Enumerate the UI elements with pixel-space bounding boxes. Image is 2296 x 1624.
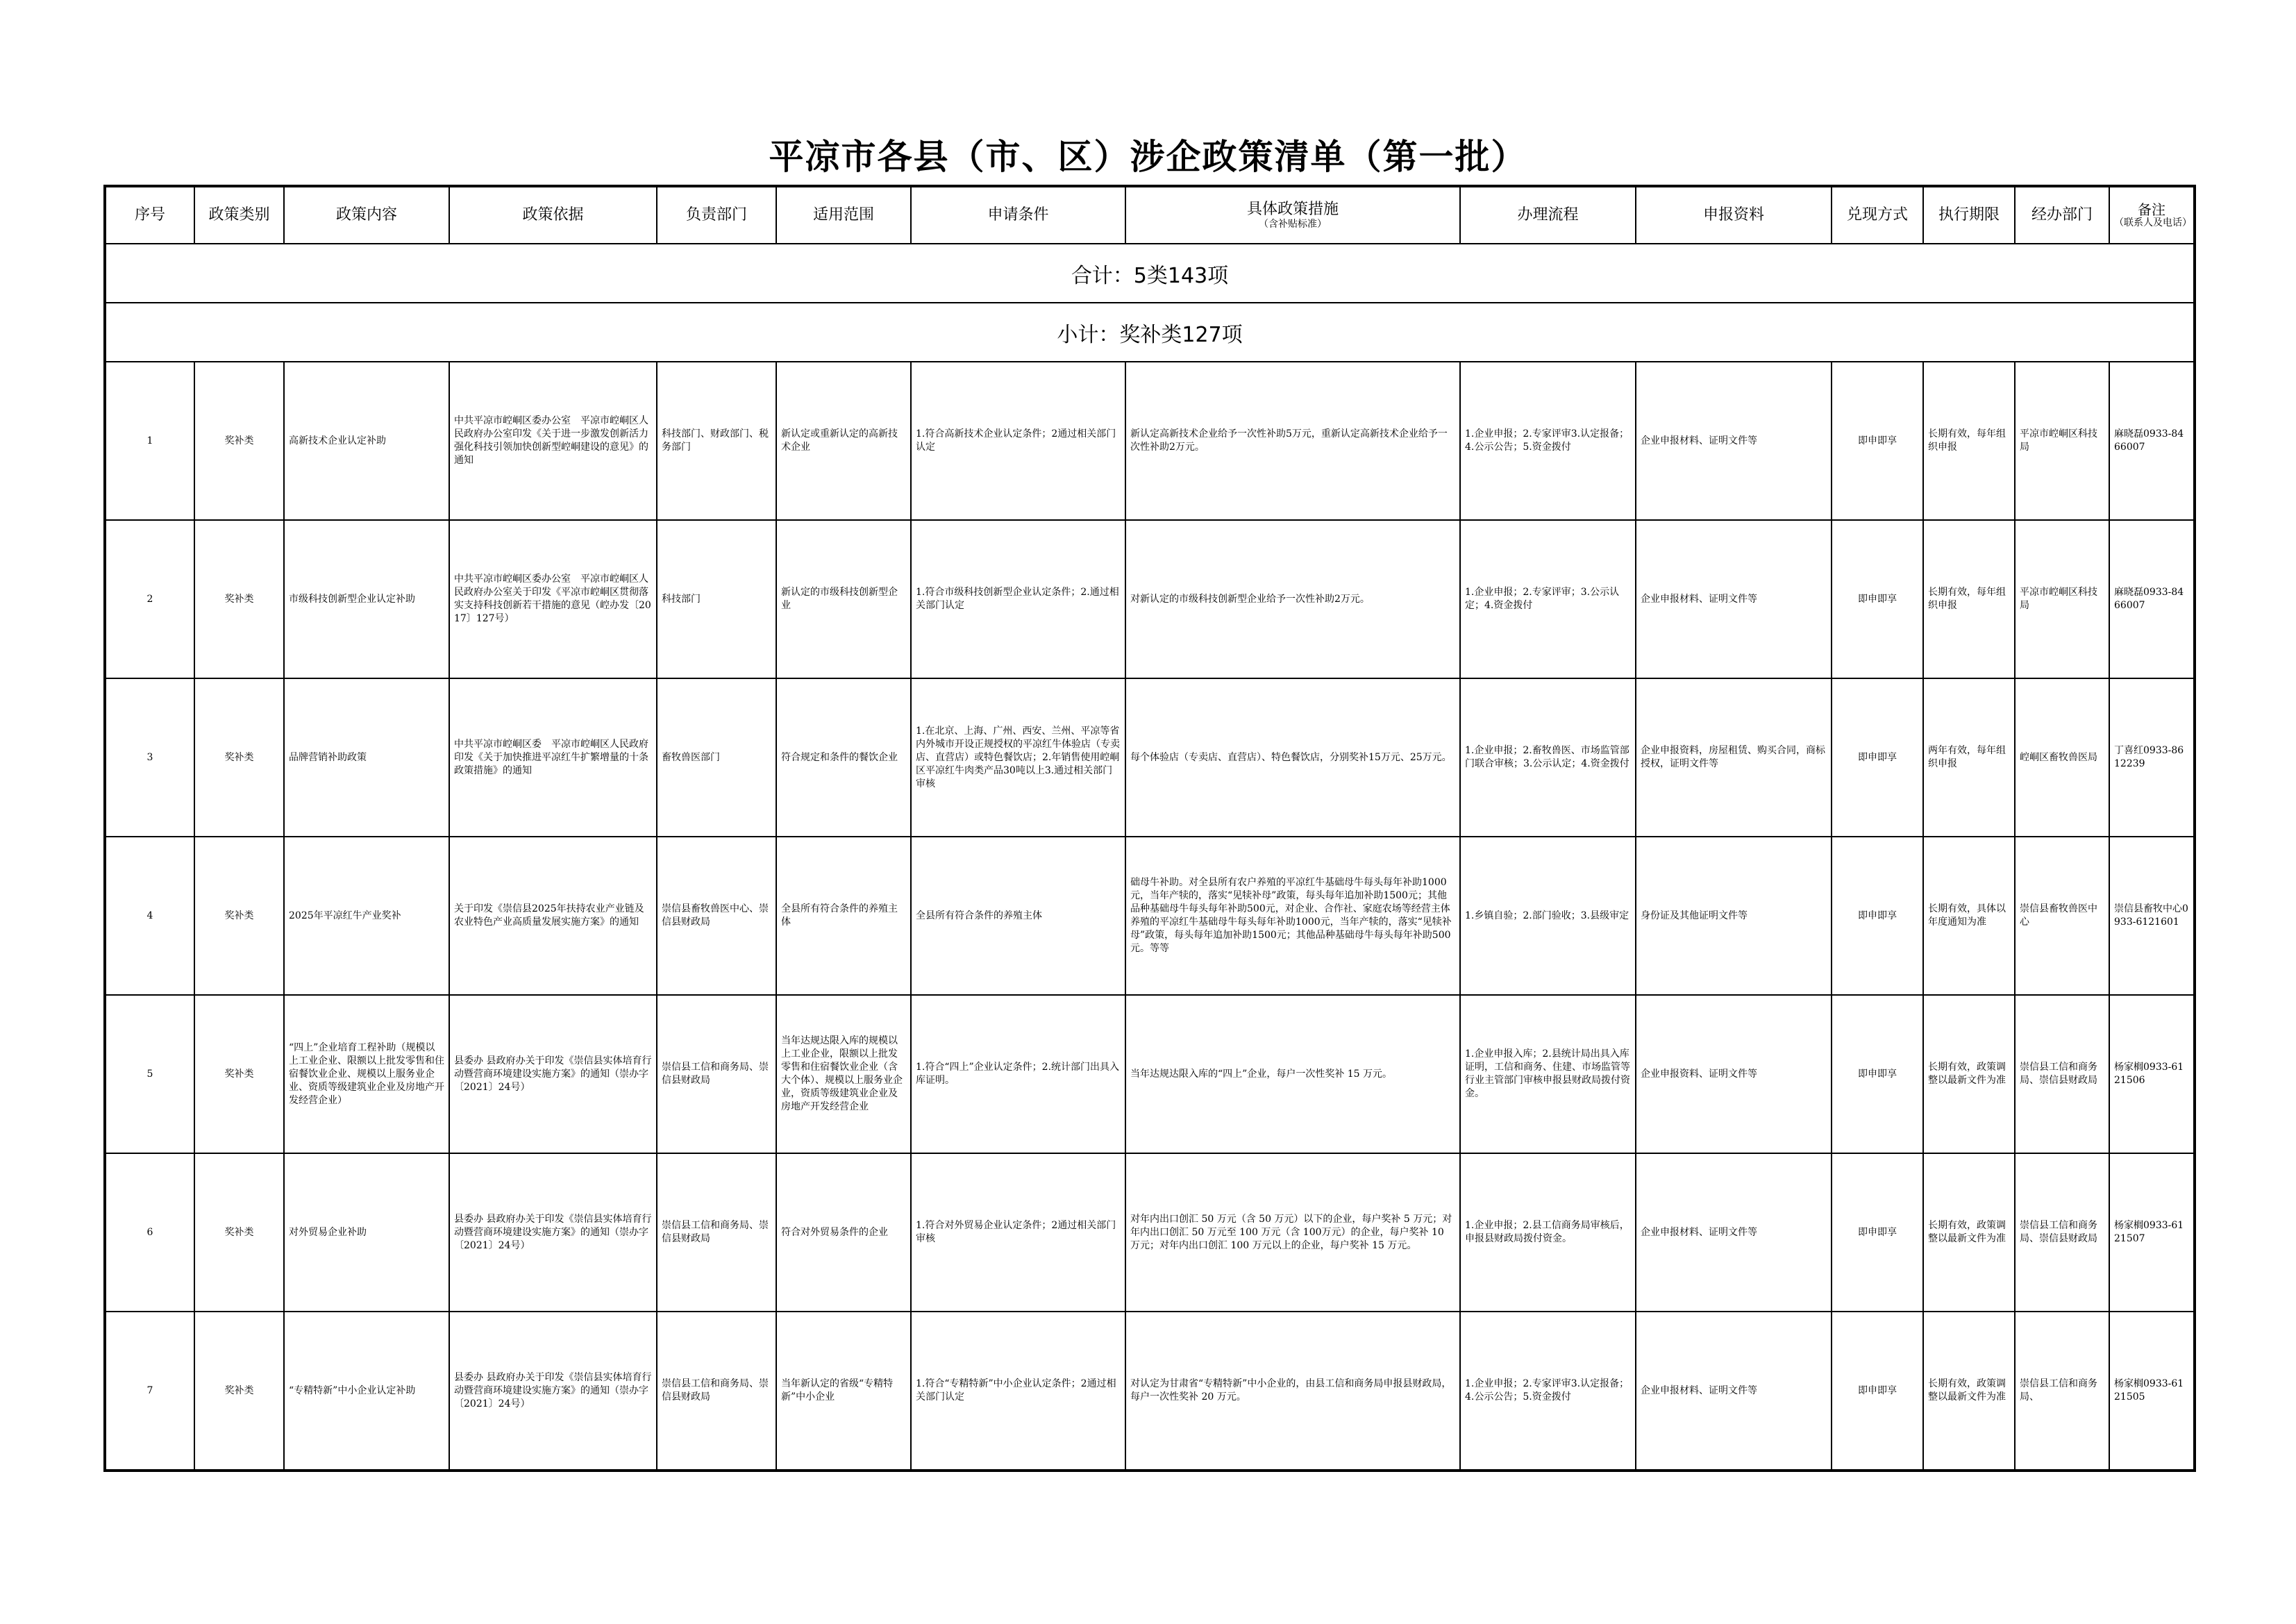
cell-measures: 对认定为甘肃省“专精特新”中小企业的，由县工信和商务局申报县财政局，每户一次性奖补 20 万元。 — [1125, 1312, 1460, 1471]
cell-scope: 当年达规达限入库的规模以上工业企业，限额以上批发零售和住宿餐饮业企业（含大个体）、规模以上服务业企业，资质等级建筑业企业及房地产开发经营企业 — [776, 995, 911, 1153]
cell-department: 崇信县工信和商务局、崇信县财政局 — [657, 1153, 776, 1312]
cell-content: “专精特新”中小企业认定补助 — [284, 1312, 449, 1471]
header-row — [105, 186, 2195, 244]
cell-note: 杨家榈0933-6121506 — [2109, 995, 2195, 1153]
cell-period: 长期有效，政策调整以最新文件为准 — [1923, 1153, 2015, 1312]
cell-content: 品牌营销补助政策 — [284, 678, 449, 837]
cell-process: 1.企业申报；2.专家评审3.认定报备；4.公示公告；5.资金拨付 — [1460, 362, 1636, 520]
cell-period: 长期有效，每年组织申报 — [1923, 520, 2015, 678]
cell-category: 奖补类 — [194, 678, 284, 837]
cell-note: 杨家榈0933-6121507 — [2109, 1153, 2195, 1312]
cell-basis: 中共平凉市崆峒区委办公室 平凉市崆峒区人民政府办公室印发《关于进一步激发创新活力强化科技引领加快创新型崆峒建设的意见》的通知 — [449, 362, 657, 520]
cell-category: 奖补类 — [194, 837, 284, 995]
cell-process: 1.企业申报；2.县工信商务局审核后，申报县财政局拨付资金。 — [1460, 1153, 1636, 1312]
cell-category: 奖补类 — [194, 1153, 284, 1312]
cell-department: 科技部门、财政部门、税务部门 — [657, 362, 776, 520]
cell-note: 崇信县畜牧中心0933-6121601 — [2109, 837, 2195, 995]
cell-category: 奖补类 — [194, 520, 284, 678]
cell-redeem: 即申即享 — [1832, 520, 1923, 678]
cell-materials: 企业申报资料，房屋租赁、购买合同，商标授权，证明文件等 — [1636, 678, 1832, 837]
policy-table — [103, 185, 2196, 1472]
cell-department: 崇信县工信和商务局、崇信县财政局 — [657, 995, 776, 1153]
cell-scope: 当年新认定的省级“专精特新”中小企业 — [776, 1312, 911, 1471]
header-materials: 申报资料 — [1636, 186, 1832, 244]
cell-seq: 6 — [105, 1153, 194, 1312]
table-row — [105, 1312, 2195, 1471]
cell-period: 长期有效，具体以年度通知为准 — [1923, 837, 2015, 995]
cell-materials: 企业申报资料、证明文件等 — [1636, 995, 1832, 1153]
header-process: 办理流程 — [1460, 186, 1636, 244]
cell-note: 丁喜红0933-8612239 — [2109, 678, 2195, 837]
cell-materials: 企业申报材料、证明文件等 — [1636, 362, 1832, 520]
cell-handler: 平凉市崆峒区科技局 — [2015, 362, 2109, 520]
cell-content: 对外贸易企业补助 — [284, 1153, 449, 1312]
cell-materials: 企业申报材料、证明文件等 — [1636, 520, 1832, 678]
header-period: 执行期限 — [1923, 186, 2015, 244]
cell-period: 两年有效，每年组织申报 — [1923, 678, 2015, 837]
header-handler: 经办部门 — [2015, 186, 2109, 244]
cell-process: 1.企业申报；2.专家评审；3.公示认定；4.资金拨付 — [1460, 520, 1636, 678]
cell-handler: 崇信县工信和商务局、 — [2015, 1312, 2109, 1471]
cell-note: 杨家榈0933-6121505 — [2109, 1312, 2195, 1471]
cell-department: 崇信县畜牧兽医中心、崇信县财政局 — [657, 837, 776, 995]
cell-redeem: 即申即享 — [1832, 678, 1923, 837]
cell-scope: 符合对外贸易条件的企业 — [776, 1153, 911, 1312]
subtotal-cell: 小计：奖补类127项 — [105, 303, 2195, 362]
cell-measures: 当年达规达限入库的“四上”企业，每户一次性奖补 15 万元。 — [1125, 995, 1460, 1153]
header-basis: 政策依据 — [449, 186, 657, 244]
cell-materials: 身份证及其他证明文件等 — [1636, 837, 1832, 995]
cell-content: 高新技术企业认定补助 — [284, 362, 449, 520]
cell-handler: 平凉市崆峒区科技局 — [2015, 520, 2109, 678]
cell-department: 崇信县工信和商务局、崇信县财政局 — [657, 1312, 776, 1471]
cell-seq: 4 — [105, 837, 194, 995]
cell-conditions: 1.符合“四上”企业认定条件；2.统计部门出具入库证明。 — [911, 995, 1125, 1153]
header-department: 负责部门 — [657, 186, 776, 244]
cell-content: 2025年平凉红牛产业奖补 — [284, 837, 449, 995]
cell-category: 奖补类 — [194, 1312, 284, 1471]
cell-department: 畜牧兽医部门 — [657, 678, 776, 837]
cell-basis: 县委办 县政府办关于印发《崇信县实体培育行动暨营商环境建设实施方案》的通知（崇办字〔2021〕24号） — [449, 1312, 657, 1471]
cell-redeem: 即申即享 — [1832, 995, 1923, 1153]
cell-conditions: 1.符合“专精特新”中小企业认定条件；2通过相关部门认定 — [911, 1312, 1125, 1471]
table-row — [105, 520, 2195, 678]
header-content: 政策内容 — [284, 186, 449, 244]
cell-handler: 崇信县工信和商务局、崇信县财政局 — [2015, 1153, 2109, 1312]
header-note-label: 备注 — [2138, 201, 2165, 218]
cell-basis: 关于印发《崇信县2025年扶持农业产业链及农业特色产业高质量发展实施方案》的通知 — [449, 837, 657, 995]
header-seq: 序号 — [105, 186, 194, 244]
cell-measures: 础母牛补助。对全县所有农户养殖的平凉红牛基础母牛每头每年补助1000元，当年产犊的，落实“见犊补母”政策，每头每年追加补助1500元；其他品种基础母牛每头每年补助500元，对企业、合作社、家庭农场等经营主体养殖的平凉红牛基础母牛每头每年补助1000元，当年产犊的，落实“见犊补母”政策，每头每年追加补助1500元；其他品种基础母牛每头每年补助500元。等等 — [1125, 837, 1460, 995]
cell-conditions: 1.符合市级科技创新型企业认定条件；2.通过相关部门认定 — [911, 520, 1125, 678]
table-row — [105, 1153, 2195, 1312]
cell-measures: 对新认定的市级科技创新型企业给予一次性补助2万元。 — [1125, 520, 1460, 678]
cell-scope: 新认定或重新认定的高新技术企业 — [776, 362, 911, 520]
cell-redeem: 即申即享 — [1832, 1312, 1923, 1471]
cell-handler: 崆峒区畜牧兽医局 — [2015, 678, 2109, 837]
cell-measures: 对年内出口创汇 50 万元（含 50 万元）以下的企业，每户奖补 5 万元；对年内出口创汇 50 万元至 100 万元（含 100万元）的企业，每户奖补 10 万元；对年内出口创汇 100 万元以上的企业，每户奖补 15 万元。 — [1125, 1153, 1460, 1312]
cell-basis: 县委办 县政府办关于印发《崇信县实体培育行动暨营商环境建设实施方案》的通知（崇办字〔2021〕24号） — [449, 995, 657, 1153]
cell-content: 市级科技创新型企业认定补助 — [284, 520, 449, 678]
cell-process: 1.企业申报入库；2.县统计局出具入库证明，工信和商务、住建、市场监管等行业主管部门审核申报县财政局拨付资金。 — [1460, 995, 1636, 1153]
header-measures-label: 具体政策措施 — [1246, 201, 1339, 218]
cell-handler: 崇信县工信和商务局、崇信县财政局 — [2015, 995, 2109, 1153]
cell-process: 1.乡镇自验；2.部门验收；3.县级审定 — [1460, 837, 1636, 995]
cell-period: 长期有效，政策调整以最新文件为准 — [1923, 995, 2015, 1153]
header-note — [2109, 186, 2195, 244]
cell-seq: 7 — [105, 1312, 194, 1471]
table-row — [105, 362, 2195, 520]
cell-category: 奖补类 — [194, 995, 284, 1153]
table-row — [105, 995, 2195, 1153]
header-conditions: 申请条件 — [911, 186, 1125, 244]
subtotal-row — [105, 303, 2195, 362]
cell-seq: 3 — [105, 678, 194, 837]
cell-category: 奖补类 — [194, 362, 284, 520]
cell-seq: 1 — [105, 362, 194, 520]
cell-materials: 企业申报材料、证明文件等 — [1636, 1312, 1832, 1471]
header-scope: 适用范围 — [776, 186, 911, 244]
total-cell: 合计：5类143项 — [105, 244, 2195, 303]
cell-conditions: 1.符合对外贸易企业认定条件；2通过相关部门审核 — [911, 1153, 1125, 1312]
header-measures-sub: （含补贴标准） — [1259, 219, 1327, 230]
cell-basis: 县委办 县政府办关于印发《崇信县实体培育行动暨营商环境建设实施方案》的通知（崇办字〔2021〕24号） — [449, 1153, 657, 1312]
table-row — [105, 678, 2195, 837]
cell-seq: 2 — [105, 520, 194, 678]
cell-scope: 符合规定和条件的餐饮企业 — [776, 678, 911, 837]
cell-conditions: 1.符合高新技术企业认定条件；2通过相关部门认定 — [911, 362, 1125, 520]
cell-materials: 企业申报材料、证明文件等 — [1636, 1153, 1832, 1312]
page-title: 平凉市各县（市、区）涉企政策清单（第一批） — [769, 136, 1527, 177]
header-measures — [1125, 186, 1460, 244]
table-row — [105, 837, 2195, 995]
cell-redeem: 即申即享 — [1832, 1153, 1923, 1312]
cell-period: 长期有效，每年组织申报 — [1923, 362, 2015, 520]
cell-period: 长期有效，政策调整以最新文件为准 — [1923, 1312, 2015, 1471]
header-category: 政策类别 — [194, 186, 284, 244]
cell-redeem: 即申即享 — [1832, 362, 1923, 520]
cell-conditions: 全县所有符合条件的养殖主体 — [911, 837, 1125, 995]
total-row — [105, 244, 2195, 303]
cell-seq: 5 — [105, 995, 194, 1153]
cell-measures: 新认定高新技术企业给予一次性补助5万元，重新认定高新技术企业给予一次性补助2万元。 — [1125, 362, 1460, 520]
cell-basis: 中共平凉市崆峒区委办公室 平凉市崆峒区人民政府办公室关于印发《平凉市崆峒区贯彻落实支持科技创新若干措施的意见（崆办发〔2017〕127号） — [449, 520, 657, 678]
cell-handler: 崇信县畜牧兽医中心 — [2015, 837, 2109, 995]
cell-note: 麻晓磊0933-8466007 — [2109, 520, 2195, 678]
cell-scope: 全县所有符合条件的养殖主体 — [776, 837, 911, 995]
cell-note: 麻晓磊0933-8466007 — [2109, 362, 2195, 520]
cell-basis: 中共平凉市崆峒区委 平凉市崆峒区人民政府印发《关于加快推进平凉红牛扩繁增量的十条政策措施》的通知 — [449, 678, 657, 837]
cell-measures: 每个体验店（专卖店、直营店）、特色餐饮店，分别奖补15万元、25万元。 — [1125, 678, 1460, 837]
cell-scope: 新认定的市级科技创新型企业 — [776, 520, 911, 678]
cell-content: “四上”企业培育工程补助（规模以上工业企业、限额以上批发零售和住宿餐饮业企业、规模以上服务业企业、资质等级建筑业企业及房地产开发经营企业） — [284, 995, 449, 1153]
cell-redeem: 即申即享 — [1832, 837, 1923, 995]
cell-conditions: 1.在北京、上海、广州、西安、兰州、平凉等省内外城市开设正规授权的平凉红牛体验店（专卖店、直营店）或特色餐饮店；2.年销售使用崆峒区平凉红牛肉类产品30吨以上3.通过相关部门审核 — [911, 678, 1125, 837]
cell-process: 1.企业申报；2.畜牧兽医、市场监管部门联合审核；3.公示认定；4.资金拨付 — [1460, 678, 1636, 837]
header-redeem: 兑现方式 — [1832, 186, 1923, 244]
cell-department: 科技部门 — [657, 520, 776, 678]
cell-process: 1.企业申报；2.专家评审3.认定报备；4.公示公告；5.资金拨付 — [1460, 1312, 1636, 1471]
header-note-sub: （联系人及电话） — [2114, 217, 2192, 228]
